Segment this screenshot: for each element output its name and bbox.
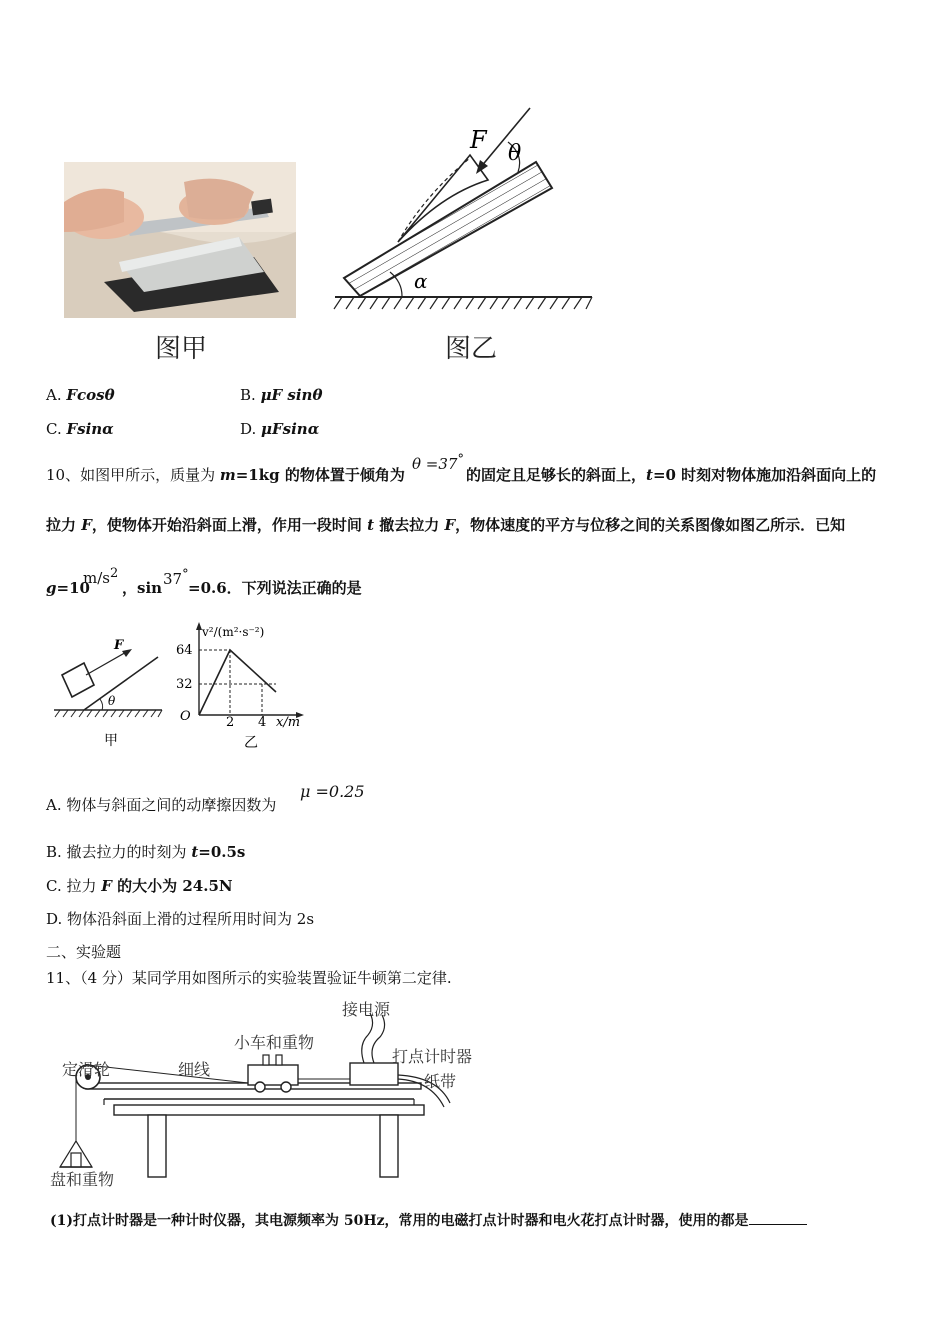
q9-option-b[interactable]: B. μF sinθ [240,386,323,404]
q10-line1-rest: 的固定且足够长的斜面上，t=0 时刻对物体施加沿斜面向上的 [466,466,877,484]
q10-fig-jia [52,635,167,750]
svg-text:64: 64 [176,643,193,658]
svg-text:4: 4 [258,715,267,730]
svg-text:甲: 甲 [104,733,118,749]
fig-left-caption: 图甲 [155,334,208,364]
q11-apparatus-diagram [46,995,496,1195]
photo-knife-sharpening [64,162,296,318]
label-timer: 打点计时器 [392,1047,473,1066]
svg-text:F: F [114,638,124,653]
q9-option-a[interactable]: A. Fcosθ [46,386,115,404]
q10-option-c[interactable]: C. 拉力 F 的大小为 24.5N [46,877,233,895]
q11-stem: 11、（4 分）某同学用如图所示的实验装置验证牛顿第二定律. [46,969,452,987]
label-pulley: 定滑轮 [62,1060,111,1079]
svg-text:F: F [470,126,487,154]
section-title-experiment: 二、实验题 [46,943,122,961]
q10-line1: 10、如图甲所示，质量为 m=1kg 的物体置于倾角为 [46,466,405,484]
q10-unit: $m/s^2$ [83,566,119,587]
q10-fig-yi-graph [172,620,312,755]
q9-option-c[interactable]: C. Fsinα [46,420,114,438]
svg-text:O: O [180,709,191,724]
label-weight: 盘和重物 [50,1170,115,1189]
q10-option-a[interactable]: A. 物体与斜面之间的动摩擦因数为 [46,796,277,814]
q10-line2: 拉力 F，使物体开始沿斜面上滑，作用一段时间 t 撤去拉力 F，物体速度的平方与位移之间的关系图像如图乙所示．已知 [46,516,846,534]
q10-line3-rest: =0.6．下列说法正确的是 [188,579,362,597]
label-power: 接电源 [342,1000,391,1019]
q10-line3-sin: ，sin [122,579,163,597]
q10-option-b[interactable]: B. 撤去拉力的时刻为 t=0.5s [46,843,246,861]
svg-text:2: 2 [226,715,235,730]
q10-line3: g=10 [46,579,90,597]
svg-text:θ: θ [508,141,522,166]
label-string: 细线 [178,1060,211,1079]
svg-text:v²/(m²·s⁻²): v²/(m²·s⁻²) [202,625,265,639]
label-tape: 纸带 [424,1072,457,1091]
answer-blank[interactable] [749,1210,807,1225]
q10-sin-37: 37° [163,567,189,588]
svg-text:α: α [414,269,428,293]
svg-text:32: 32 [176,677,193,692]
q10-theta-eq: θ =37° [412,452,464,473]
fig-right-caption: 图乙 [445,334,498,364]
q9-option-d[interactable]: D. μFsinα [240,420,320,438]
svg-text:x/m: x/m [276,715,301,730]
q10-option-a-eq: μ =0.25 [300,782,365,801]
incline-force-diagram [330,100,600,320]
svg-text:θ: θ [108,694,116,708]
label-cart: 小车和重物 [234,1033,315,1052]
q11-sub1: (1)打点计时器是一种计时仪器，其电源频率为 50Hz，常用的电磁打点计时器和电火花打点计时器，使用的都是 [50,1210,807,1231]
q10-option-d[interactable]: D. 物体沿斜面上滑的过程所用时间为 2s [46,910,315,928]
svg-text:乙: 乙 [244,735,258,751]
